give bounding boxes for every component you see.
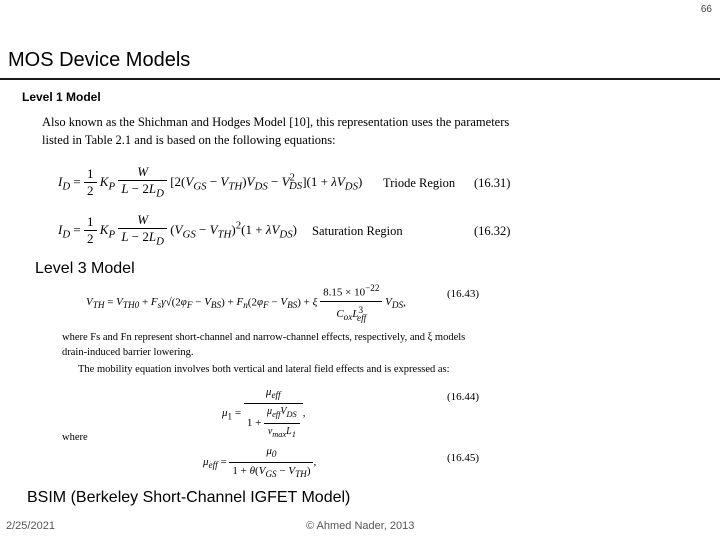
equation-triode: $I_D$ = $\frac{1}{2}$ $K_P$ $\frac{W}{L - 2L_D}$ $[2(V_{GS} - V_{TH})V_{DS} - V^2_{DS}](1 + \lambda V_{DS})$ — [58, 164, 363, 200]
equation-number-16-32: (16.32) — [474, 224, 511, 238]
saturation-region-label: Saturation Region — [312, 224, 403, 238]
bsim-heading: BSIM (Berkeley Short-Channel IGFET Model) — [27, 489, 351, 506]
level1-paragraph: Also known as the Shichman and Hodges Model [10], this representation uses the parameters listed in Table 2.1 and is based on the following equations: — [42, 115, 510, 147]
equation-effective-mobility: $\mu_{eff}$ = $\frac{\mu_0}{1 + \theta(V_{GS} - V_{TH})}$ , — [203, 445, 317, 480]
slide-number: 66 — [700, 4, 712, 15]
triode-region-label: Triode Region — [383, 176, 456, 190]
equation-vth: $V_{TH} = V_{TH0} + F_s\gamma√(2\varphi_F - V_{BS}) + F_n(2\varphi_F - V_{BS}) + \xi$ $\frac{8.15 \times 10^{-22}}{C_{ox}L^3_{eff}}$ $V_{DS}$, — [86, 280, 406, 326]
equation-number-16-43: (16.43) — [447, 288, 480, 300]
equation-saturation: $I_D$ = $\frac{1}{2}$ $K_P$ $\frac{W}{L - 2L_D}$ $(V_{GS} - V_{TH})^2(1 + \lambda V_{DS})$ — [58, 212, 297, 248]
equation-mobility: $\mu_1$ = $\mu_{eff}$ 1 + $\frac{\mu_{eff}V_{DS}}{v_{max}L_1}$ , — [222, 386, 306, 440]
level3-where-label: where — [62, 432, 88, 443]
footer-date: 2/25/2021 — [6, 520, 55, 532]
equation-number-16-45: (16.45) — [447, 452, 480, 464]
level3-heading: Level 3 Model — [35, 260, 135, 277]
equation-number-16-31: (16.31) — [474, 176, 511, 190]
footer-copyright: © Ahmed Nader, 2013 — [306, 520, 415, 532]
level1-heading: Level 1 Model — [22, 90, 101, 104]
title-divider — [0, 78, 720, 80]
equation-number-16-44: (16.44) — [447, 391, 480, 403]
slide-title: MOS Device Models — [8, 49, 191, 71]
level3-mobility-paragraph: The mobility equation involves both vertical and lateral field effects and is expressed as: — [78, 364, 450, 375]
level3-where-paragraph: where Fs and Fn represent short-channel and narrow-channel effects, respectively, and ξ models drain-induced barrier lowering. — [62, 332, 466, 358]
